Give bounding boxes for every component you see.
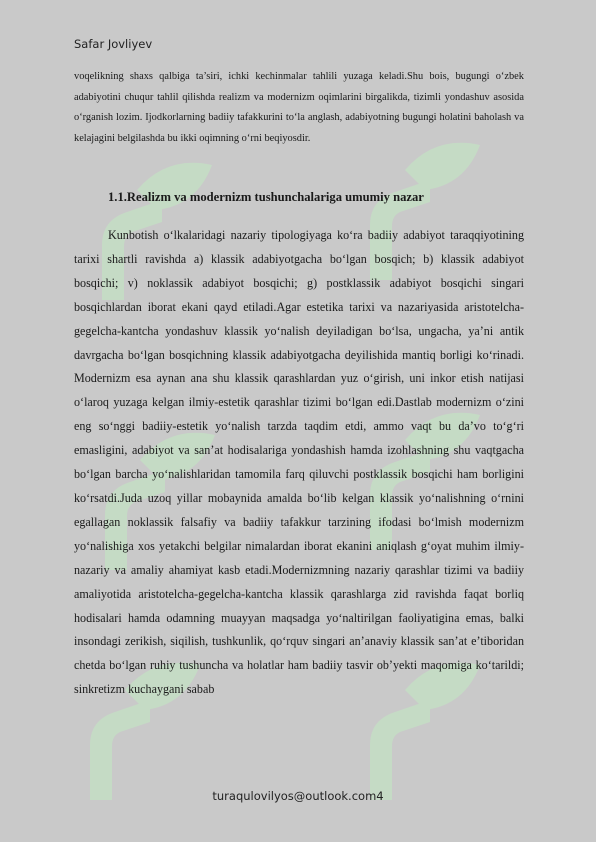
footer-email: turaqulovilyos@outlook.com [212, 789, 377, 803]
page-header [74, 37, 152, 51]
page-footer [0, 789, 596, 803]
section-heading: 1.1.Realizm va modernizm tushunchalariga umumiy nazar [108, 190, 424, 204]
page-number: 4 [376, 789, 384, 803]
author-name: Safar Jovliyev [74, 37, 153, 51]
intro-paragraph: voqelikning shaxs qalbiga ta’siri, ichki kechinmalar tahlili yuzaga keladi.Shu bois, bugungi o‘zbek adabiyotini chuqur tahlil qilishda realizm va modernizm oqimlarini birgalikda, tizimli yondashuv asosida o‘rganish lozim. Ijodkorlarning badiiy tafakkurini to‘la anglash, adabiyotning bugungi holatini baholash va kelajagini belgilashda bu ikki oqimning o‘rni beqiyosdir. [74, 71, 524, 144]
body-paragraph: Kunbotish o‘lkalaridagi nazariy tipologiyaga ko‘ra badiiy adabiyot taraqqiyotining tarixi shartli ravishda a) klassik adabiyotgacha bo‘lgan bosqich; b) klassik adabiyot bosqichi; v) noklassik adabiyot bosqichi; g) postklassik adabiyot bosqichi singari bosqichlardan iborat ekani qayd etiladi.Agar estetika tarixi va nazariyasida aristotelcha-gegelcha-kantcha yondashuv klassik yo‘nalish deyiladigan bo‘lsa, ungacha, ya’ni antik davrgacha bo‘lgan bosqichning klassik adabiyotgacha deyilishida mantiq borligi ko‘rinadi. Modernizm esa aynan ana shu klassik qarashlardan yuz o‘girish, uni inkor etish natijasi o‘laroq yuzaga kelgan ilmiy-estetik qarashlar tizimi bo‘lgan edi.Dastlab modernizm o‘zini eng so‘nggi badiiy-estetik yo‘nalish tarzda taqdim etdi, ammo vaqt bu da’vo to‘g‘ri emasligini, adabiyot va san’at hodisalariga yondashish hamda izohlashning shu vaqtgacha bo‘lgan barcha yo‘nalishlaridan tamomila farq qiluvchi postklassik bosqichi ham borligini ko‘rsatdi.Juda uzoq yillar mobaynida amalda bo‘lib kelgan klassik yo‘nalishning o‘rnini egallagan noklassik falsafiy va badiiy tafakkur tarzining ifodasi bo‘lmish modernizm yo‘nalishiga xos yetakchi belgilar nimalardan iborat ekanini aniqlash g‘oyat muhim ilmiy-nazariy va amaliy ahamiyat kasb etadi.Modernizmning nazariy qarashlar tizimi va badiiy amaliyotida aristotelcha-gegelcha-kantcha klassik qarashlarga zid ravishda faqat borliq hodisalari hamda odamning muayyan maqsadga yo‘naltirilgan faoliyatigina emas, balki insondagi zerikish, siqilish, tushkunlik, qo‘rquv singari an’anaviy klassik san’at e’tiboridan chetda bo‘lgan ruhiy tushuncha va holatlar ham badiiy tasvir ob’yekti maqomiga ko‘tarildi; sinkretizm kuchaygani sabab [74, 228, 524, 697]
